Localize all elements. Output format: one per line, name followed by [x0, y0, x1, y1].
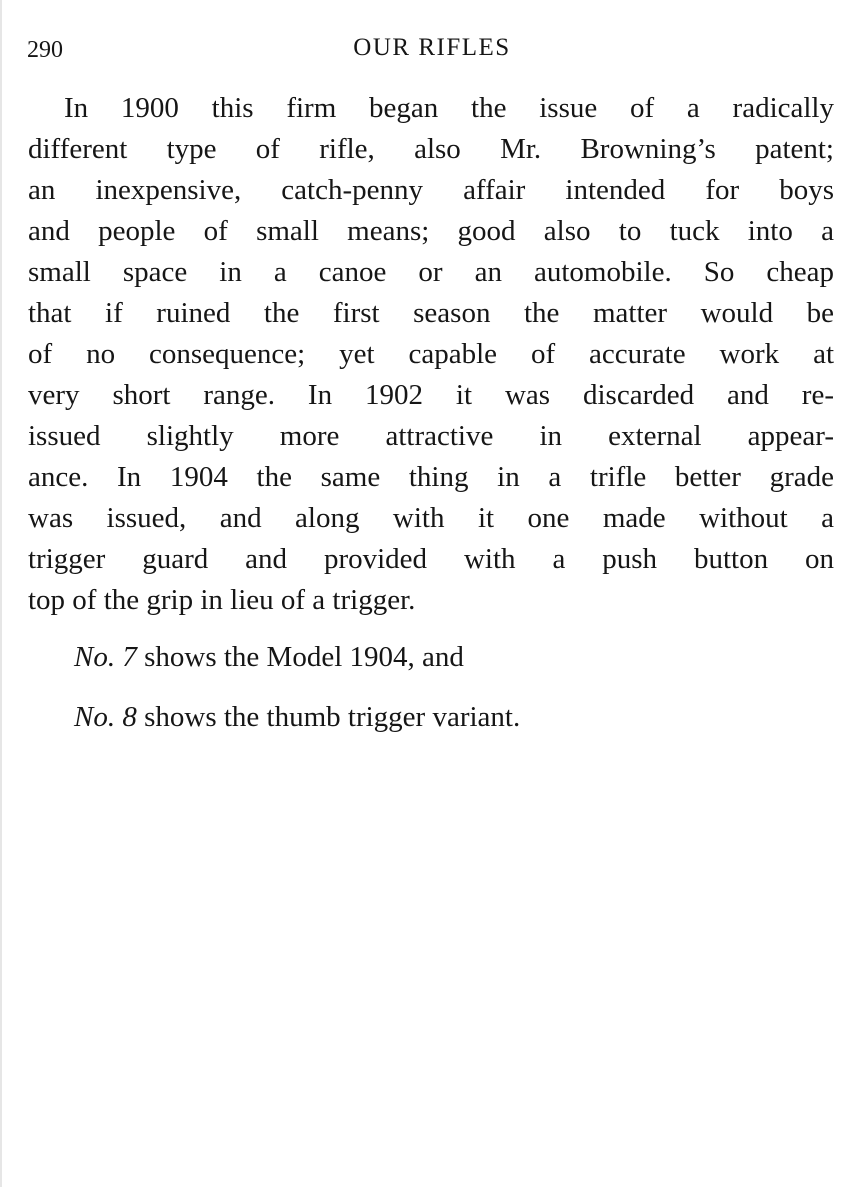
paragraph-line: and people of small means; good also to tuck into a: [28, 215, 834, 247]
figure-number: No. 8: [74, 701, 137, 733]
paragraph-line: small space in a canoe or an automobile. So cheap: [28, 256, 834, 288]
page-number: 290: [27, 37, 63, 63]
paragraph-line: top of the grip in lieu of a trigger.: [28, 584, 416, 616]
figure-reference-no7: [74, 637, 464, 678]
paragraph-line: issued slightly more attractive in external appear-: [28, 420, 834, 452]
figure-caption-text: shows the thumb trigger variant.: [136, 701, 521, 733]
paragraph-line: was issued, and along with it one made without a: [28, 502, 834, 534]
figure-caption-text: shows the Model 1904, and: [136, 641, 464, 673]
paragraph-line: that if ruined the first season the matter would be: [28, 297, 834, 329]
paragraph-line: an inexpensive, catch-penny affair intended for boys: [28, 174, 834, 206]
running-title: OUR RIFLES: [353, 34, 511, 61]
paragraph-line: trigger guard and provided with a push button on: [28, 543, 834, 575]
body-paragraph: [28, 88, 834, 621]
paragraph-line: ance. In 1904 the same thing in a trifle better grade: [28, 461, 834, 493]
figure-reference-no8: [74, 697, 520, 738]
paragraph-line: In 1900 this firm began the issue of a radically: [64, 92, 834, 124]
figure-number: No. 7: [74, 641, 137, 673]
paragraph-line: very short range. In 1902 it was discarded and re-: [28, 379, 834, 411]
paragraph-line: different type of rifle, also Mr. Browning’s patent;: [28, 133, 834, 165]
paragraph-line: of no consequence; yet capable of accurate work at: [28, 338, 834, 370]
page-edge: [0, 0, 2, 1187]
